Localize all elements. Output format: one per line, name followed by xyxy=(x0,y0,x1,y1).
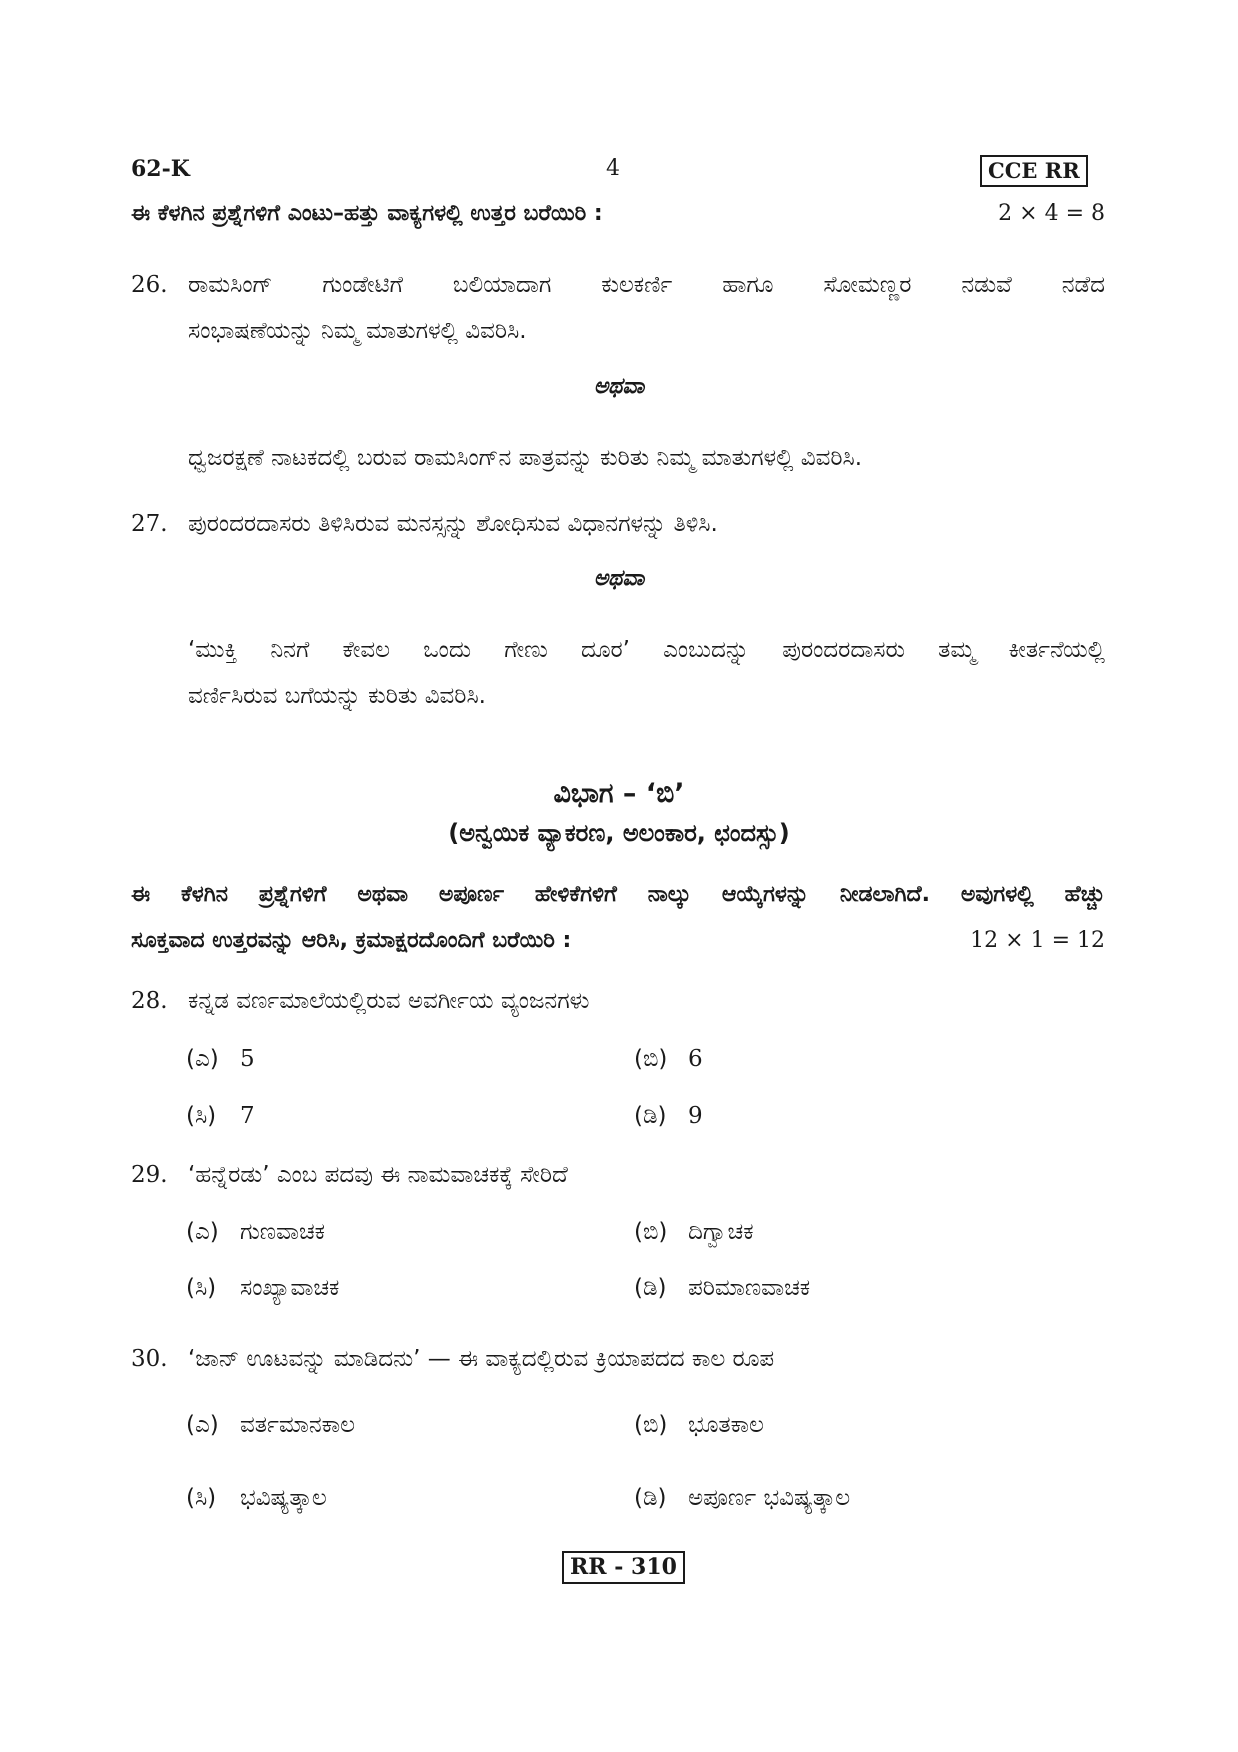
question-27-alternative-line-2: ವರ್ಣಿಸಿರುವ ಬಗೆಯನ್ನು ಕುರಿತು ವಿವರಿಸಿ. xyxy=(188,683,486,709)
option-label: (ಡಿ) xyxy=(634,1275,667,1301)
or-divider-27: ಅಥವಾ xyxy=(593,566,645,591)
option-text: ಭೂತಕಾಲ xyxy=(688,1412,764,1438)
option-label: (ಸಿ) xyxy=(186,1485,217,1511)
option-text: ಭವಿಷ್ಯತ್ಕಾಲ xyxy=(240,1485,327,1511)
question-27-alternative-line-1: ‘ಮುಕ್ತಿ ನಿನಗೆ ಕೇವಲ ಒಂದು ಗೇಣು ದೂರ’ ಎಂಬುದನ್ನು ಪುರಂದರದಾಸರು ತಮ್ಮ ಕೀರ್ತನೆಯಲ್ಲಿ xyxy=(188,637,1105,663)
section-b-subtitle: (ಅನ್ವಯಿಕ ವ್ಯಾಕರಣ, ಅಲಂಕಾರ, ಛಂದಸ್ಸು) xyxy=(448,819,790,847)
option-text: ಅಪೂರ್ಣ ಭವಿಷ್ಯತ್ಕಾಲ xyxy=(688,1485,851,1511)
option-label: (ಡಿ) xyxy=(634,1103,667,1129)
question-29-text: ‘ಹನ್ನೆರಡು’ ಎಂಬ ಪದವು ಈ ನಾಮವಾಚಕಕ್ಕೆ ಸೇರಿದೆ xyxy=(188,1162,568,1188)
option-a xyxy=(186,1046,255,1072)
section-b-instruction-line-2: ಸೂಕ್ತವಾದ ಉತ್ತರವನ್ನು ಆರಿಸಿ, ಕ್ರಮಾಕ್ಷರದೊಂದಿಗೆ ಬರೆಯಿರಿ : xyxy=(131,928,572,953)
question-28-text: ಕನ್ನಡ ವರ್ಣಮಾಲೆಯಲ್ಲಿರುವ ಅವರ್ಗೀಯ ವ್ಯಂಜನಗಳು xyxy=(188,988,590,1014)
question-27-line-1: ಪುರಂದರದಾಸರು ತಿಳಿಸಿರುವ ಮನಸ್ಸನ್ನು ಶೋಧಿಸುವ ವಿಧಾನಗಳನ್ನು ತಿಳಿಸಿ. xyxy=(188,511,718,537)
section-b-instruction-line-1: ಈ ಕೆಳಗಿನ ಪ್ರಶ್ನೆಗಳಿಗೆ ಅಥವಾ ಅಪೂರ್ಣ ಹೇಳಿಕೆಗಳಿಗೆ ನಾಲ್ಕು ಆಯ್ಕೆಗಳನ್ನು ನೀಡಲಾಗಿದೆ. ಅವುಗಳಲ್ಲಿ ಹೆಚ್ಚು xyxy=(131,882,1105,907)
option-c xyxy=(186,1275,339,1301)
option-text: 5 xyxy=(240,1046,255,1072)
option-c xyxy=(186,1103,255,1129)
option-text: 7 xyxy=(240,1103,255,1129)
option-c xyxy=(186,1485,327,1511)
question-number-26: 26. xyxy=(131,272,168,298)
option-d xyxy=(634,1103,703,1129)
option-label: (ಬಿ) xyxy=(634,1046,668,1072)
section-a-instruction: ಈ ಕೆಳಗಿನ ಪ್ರಶ್ನೆಗಳಿಗೆ ಎಂಟು–ಹತ್ತು ವಾಕ್ಯಗಳಲ್ಲಿ ಉತ್ತರ ಬರೆಯಿರಿ : xyxy=(131,201,603,226)
option-label: (ಸಿ) xyxy=(186,1103,217,1129)
section-b-title: ವಿಭಾಗ – ‘ಬಿ’ xyxy=(553,778,685,809)
option-text: ವರ್ತಮಾನಕಾಲ xyxy=(240,1412,356,1438)
option-a xyxy=(186,1412,355,1438)
footer-code: RR - 310 xyxy=(562,1551,685,1584)
question-number-28: 28. xyxy=(131,988,168,1014)
header-badge: CCE RR xyxy=(980,155,1088,187)
option-label: (ಬಿ) xyxy=(634,1219,668,1245)
option-text: ಸಂಖ್ಯಾವಾಚಕ xyxy=(240,1275,340,1301)
question-26-line-1: ರಾಮಸಿಂಗ್ ಗುಂಡೇಟಿಗೆ ಬಲಿಯಾದಾಗ ಕುಲಕರ್ಣಿ ಹಾಗೂ ಸೋಮಣ್ಣರ ನಡುವೆ ನಡೆದ xyxy=(188,272,1105,298)
option-label: (ಸಿ) xyxy=(186,1275,217,1301)
question-number-30: 30. xyxy=(131,1346,168,1372)
paper-code: 62-K xyxy=(131,156,190,182)
option-label: (ಡಿ) xyxy=(634,1485,667,1511)
option-d xyxy=(634,1275,810,1301)
option-text: ಗುಣವಾಚಕ xyxy=(240,1219,326,1245)
option-label: (ಬಿ) xyxy=(634,1412,668,1438)
page-number: 4 xyxy=(606,156,620,181)
question-26-alternative: ಧ್ವಜರಕ್ಷಣೆ ನಾಟಕದಲ್ಲಿ ಬರುವ ರಾಮಸಿಂಗ್‌ನ ಪಾತ್ರವನ್ನು ಕುರಿತು ನಿಮ್ಮ ಮಾತುಗಳಲ್ಲಿ ವಿವರಿಸಿ. xyxy=(188,445,863,471)
option-b xyxy=(634,1219,754,1245)
option-text: ಪರಿಮಾಣವಾಚಕ xyxy=(688,1275,811,1301)
question-26-line-2: ಸಂಭಾಷಣೆಯನ್ನು ನಿಮ್ಮ ಮಾತುಗಳಲ್ಲಿ ವಿವರಿಸಿ. xyxy=(188,318,527,344)
option-text: 9 xyxy=(688,1103,703,1129)
option-text: 6 xyxy=(688,1046,703,1072)
or-divider-26: ಅಥವಾ xyxy=(593,374,645,399)
question-number-27: 27. xyxy=(131,511,168,537)
section-a-marks: 2 × 4 = 8 xyxy=(998,201,1105,226)
question-number-29: 29. xyxy=(131,1162,168,1188)
option-label: (ಎ) xyxy=(186,1412,219,1438)
option-label: (ಎ) xyxy=(186,1219,219,1245)
question-30-text: ‘ಜಾನ್ ಊಟವನ್ನು ಮಾಡಿದನು’ — ಈ ವಾಕ್ಯದಲ್ಲಿರುವ ಕ್ರಿಯಾಪದದ ಕಾಲ ರೂಪ xyxy=(188,1346,775,1372)
option-label: (ಎ) xyxy=(186,1046,219,1072)
option-a xyxy=(186,1219,325,1245)
option-b xyxy=(634,1046,703,1072)
section-b-marks: 12 × 1 = 12 xyxy=(970,928,1105,953)
option-d xyxy=(634,1485,850,1511)
option-text: ದಿಗ್ವಾಚಕ xyxy=(688,1219,754,1245)
option-b xyxy=(634,1412,764,1438)
